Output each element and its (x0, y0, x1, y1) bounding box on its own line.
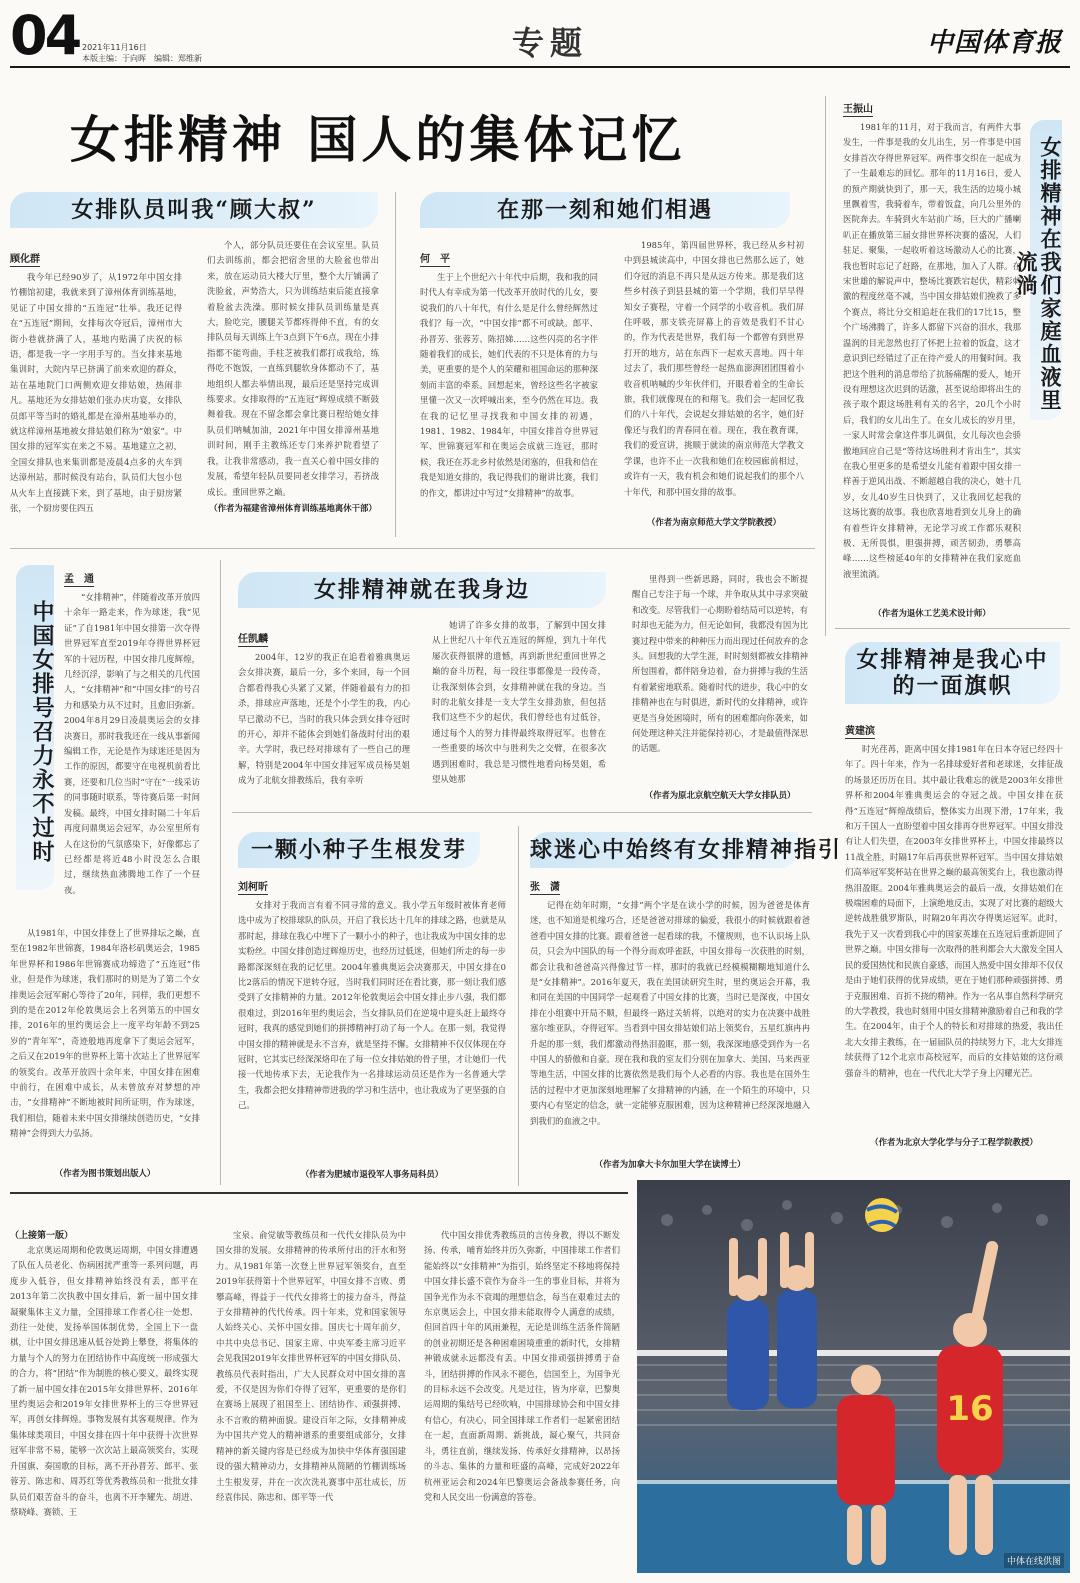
bottom-section-rule (10, 1192, 628, 1194)
article-7-body: 记得在幼年时期，“女排”两个字是在读小学的时候，因为爸爸是体育迷，也不知道是机缘巧合，还是爸爸对排球的偏爱，我很小的时候就跟着爸爸看中国女排的比赛。跟着爸爸一起看球的我，不懂规则，也不认识场上队员，只会为中国队的每一个得分而欢呼雀跃，中国女排每一次获胜的时刻，都会让我和爸爸高兴得像过节一样，那时的我就已经模模糊糊地知道什么是“女排精神”。2016年夏天，我在美国读研究生时，里约奥运会开幕，我和同在美国的中国同学一起观看了中国女排的比赛，当时已是深夜，中国女排在小组赛中开局不顺，但最终一路过关斩将，以绝对的实力在决赛中战胜塞尔维亚队，夺得冠军。当看到中国女排姑娘们站上领奖台，五星红旗冉冉升起的那一刻，我们都激动得热泪盈眶，那一刻，我深深地感受到作为一名中国人的骄傲和自豪。现在我和我的室友们分别在加拿大、美国、马来西亚等地生活，中国女排的比赛依然是我们每个人必看的内容。我也是在国外生活的过程中才更加深刻地理解了女排精神的内涵，在一个陌生的环境中，只要内心有坚定的信念，就一定能够克服困难，因为这种精神已经深深地融入到我们的血液之中。 (530, 900, 810, 1126)
article-6-title: 一颗小种子生根发芽 (238, 832, 480, 868)
article-1-author: 顾化群 (10, 250, 40, 267)
editor-in-charge: 本版主编：于向晖 (82, 54, 146, 63)
column-rule (220, 560, 221, 1185)
newspaper-logo: 中国体育报 (926, 28, 1062, 58)
main-headline: 女排精神 国人的集体记忆 (70, 111, 686, 169)
svg-text:16: 16 (946, 1389, 994, 1429)
article-5-body-col3: 里得到一些新思路，同时，我也会不断提醒自己专注于每一个球，并争取从其中寻求突破和改变。尽管我们一心期盼着结局可以逆转，有时却也无能为力，但无论如何，我都没有因为比赛过程中带来的种种压力而出现过任何放弃的念头。回想我的大学生涯，时时刻刻都被女排精神所包围着，都伴陪身边着，奋力拼搏与我的生活有着紧密地联系。随着时代的进步，我心中的女排精神也在与时俱进，新时代的女排精神，或许更是当身处困境时，所有的困难都向你袭来，如何处理这种关注并能保持初心，才是最值得深思的话题。 (632, 574, 808, 754)
article-3-title: 女排精神在我们家庭血液里流淌 (1030, 120, 1062, 420)
article-2-body-col1: 生于上个世纪六十年代中后期，我和我的同时代人有幸成为第一代改革开放时代的儿女，要说我们的八十年代，有什么是足什么曾经辉然过我们？每一次，“中国女排”都不可或缺。郎平、孙晋芳、张蓉芳、陈招娣……这些闪亮的名字伴随着我们的成长，她们代表的不只是体育的力与美，更重要的是个人的荣耀和祖国命运的那种深刻而丰富的牵系。回想起来，曾经这些名字被家里懂一次又一次呼喊出来，至今仍然在耳边。我在我的记忆里寻找我和中国女排的初遇，1981、1982、1984年，中国女排首夺世界冠军、世锦赛冠军和在奥运会成就三连冠，那时候，我还在苏北乡村依然是闭塞的，但我和信在我是知道女排的，我记得我们的谢讲比赛，我们的作文，都讲过中写过“女排精神”的故事。 (420, 272, 598, 498)
article-6-body: 女排对于我而言有着不同寻常的意义。我小学五年级时被体育老师选中成为了校排球队的队员，开启了我长达十几年的排球之路，也就是从那时起，排球在我心中埋下了一颗小小的种子，也让我成为中国女排的忠实粉丝。中国女排创造过辉煌历史，也经历过低迷，但她们所走的每一步路都深深刻在我的记忆里。2004年雅典奥运会决赛那天，中国女排在0比2落后的情况下逆转夺冠，当时我们同时还在看比赛，那一刻让我们感受到了女排精神的力量。2012年伦敦奥运会中国女排止步八强，我们都很难过，到2016年里约奥运会，当女排队员们在逆境中迎头赶上最终夺冠时，我真的感觉到她们的拼搏精神打动了每一个人。在那一刻，我觉得中国女排的精神就是永不言弃，就是坚持不懈。女排精神不仅仅体现在夺冠时，它其实已经深深烙印在了每一位女排姑娘的骨子里，才让她们一代接一代地传承下去，无论我作为一名排球运动员还是作为一名普通大学生，我都会把女排精神带进我的学习和生活中，也让我成为了更坚强的自己。 (238, 900, 506, 1111)
page-meta (82, 42, 202, 64)
section-rule (10, 548, 815, 549)
editor-credits (82, 53, 202, 64)
column-rule (395, 192, 396, 537)
article-4-title: 中国女排号召力永不过时 (16, 565, 54, 890)
article-5-body-col2: 她讲了许多女排的故事，了解到中国女排从上世纪八十年代五连冠的辉煌，到九十年代屡次获得银牌的遗憾，再到新世纪重回世界之巅的奋斗历程，每一段往事都像是一段传奇，让我深刻体会到，女排精神就在我的身边。当时的北航女排是一支大学生女排劲旅，但包括我们这些不少的起伏，我们曾经也有过低谷，通过每个人的努力排得最终取得冠军。也曾在一些重要的场次中与胜利失之交臂，在很多次遇到困难时，我总是习惯性地看向杨昊姐，希望从她那 (432, 620, 606, 785)
article-8-author: 黄建滨 (845, 722, 875, 739)
section-rule (232, 812, 812, 813)
section-name: 专题 (511, 24, 588, 62)
article-4-author: 孟 通 (64, 570, 94, 587)
article-6-author: 刘柯昕 (238, 878, 268, 895)
masthead (10, 4, 1070, 68)
article-4-body-col2: 从1981年，中国女排登上了世界排坛之巅，直至在1982年世锦赛，1984年洛杉矶奥运会，1985年世界杯和1986年世锦赛成功缔造了“五连冠”伟业，但是作为球迷，我们那时的则是为了第二个女排奥运会冠军耐心等待了20年，同样，我们更想不到的是在2012年伦敦奥运会上名列第五的中国女排，2016年的里约奥运会上一度平均年龄不到25岁的“青年军”，奇迹般地再度拿下了奥运会冠军，之后又在2019年的世界杯上第十次站上了世界冠军的领奖台。改革开放四十余年来，中国女排在困难中前行，在困难中成长，从未曾放弃对梦想的冲击，“女排精神”不断地被时间所证明，作为球迷，我们相信，随着未来中国女排继续创造历史，“女排精神”会得到大力弘扬。 (10, 928, 200, 1139)
article-3-author-note: （作者为退休工艺美术设计师） (873, 608, 991, 618)
article-5-author-note: （作者为原北京航空航天大学女排队员） (644, 790, 796, 800)
article-6-author-note: （作者为肥城市退役军人事务局科员） (300, 1169, 444, 1179)
article-4-author-note: （作者为图书策划出版人） (54, 1168, 156, 1178)
article-2-body-col2: 1985年，第四届世界杯，我已经从乡村初中到县城读高中，中国女排也已然那么远了，她们夺冠的消息不再只是从远方传来。那是我们这些乡村孩子到县县城的第一个学期，我们早早得知女子赛程，守着一个同学的小收音机。我们屏住呼吸，那支铁壳屏幕上的音效是我们不甘心的，作为代表是世界，我们每一个都曾有到世界打开的地方，站在东西下一起欢天喜地。四十年过去了，我们那些曾经一起热血澎湃团团围着小收音机呐喊的少年伙伴们，开眼看着全的生命长旅，我们就像现在的和翔飞。我们会一起回忆我们的八十年代，会说起女排姑娘的名字，她们好像还与我们的青春同在着。现在，我在教育课，我们的爱宣讲，挑顺于就读的南京师范大学教文学课，也许不止一次我和她们在校园廊前相过，或许有一天，我有机会和她们说起我们的那个八十年代，和那中国女排的故事。 (624, 240, 804, 497)
issue-date: 2021年11月16日 (82, 43, 147, 52)
article-7-author-note: （作者为加拿大卡尔加里大学在读博士） (594, 1159, 746, 1169)
article-1-title: 女排队员叫我“顾大叔” (10, 192, 378, 228)
article-2-author-note: （作者为南京师范大学文学院教授） (647, 517, 781, 527)
continued-body-col3: 代中国女排优秀教练员的言传身教，得以不断发扬、传承，哺育始终并历久弥新，中国排球工作者们能始终以“女排精神”为指引，始终坚定不移地将保持中国女排长盛不衰作为奋斗一生的事业目标，并将为国争光作为永不衰竭的理想信念，每当在艰难过去的东京奥运会上，中国女排未能取得令人满意的成绩，但回首四十年的风雨兼程，无论是训练生活条件简陋的创业初期还是各种困难困境重重的新时代，女排精神锻成就永远都没有丢。中国女排顽强拼搏勇于奋斗，团结拼搏的作风永不褪色，信国至上，为国争光的目标永远不会改变。凡是过往，皆为序章，巴黎奥运周期的集结号已经吹响，中国排球协会和中国女排有信心，有决心，同全国排球工作者们一起紧密团结在一起，直面新周期、新挑战，凝心聚气，共同奋斗，勇往直前，继续发扬、传承好女排精神，以昂扬的斗志、集体的力量和旺盛的高峰，完成好2022年杭州亚运会和2024年巴黎奥运会备战参赛任务，向党和人民交出一份满意的答卷。 (424, 1230, 620, 1502)
article-3-author: 王振山 (843, 100, 873, 117)
article-8-title: 女排精神是我心中的一面旗帜 (845, 642, 1060, 704)
article-1-body-col2: 个人，部分队员还要住在会议室里。队员们去训练前，都会把宿舍里的大脸盆也带出来，放在运动员大楼大厅里，整个大厅铺满了洗脸盆，声势浩大，只为训练结束后能直接拿着脸盆去洗澡。那时候女排队员训练量是真大，脸吃完，腰腿关节都疼得伸不直，有的女排队员每天训练上午3点到下午6点，现在小排指都不能弯曲，手柱芝被我们都打成我给，练得吃不饱饭，一直练到腿软身体都动不了，基地组织人都去举情出现，最后还是坚持完成训练要求。女排取得的“五连冠”辉煌成绩不断鼓舞着我。现在不留念都会拿比赛日程给她女排队员们呐喊加油，2021年中国女排漳州基地训时间，刚手主教练还专门来养护院看望了我，让我非常感动，我一直关心着中国女排的发展，希望年轻队员要同老女排学习，若挤战成长。重回世界之巅。 (207, 240, 379, 497)
article-1-author-note: （作者为福建省漳州体育训练基地离休干部） (209, 503, 377, 513)
article-5-author: 任凯麟 (238, 630, 268, 647)
article-5-body-col1: 2004年，12岁的我正在追看着雅典奥运会女排决赛，最后一分，多个来回，每一个回合都看得我心头紧了又紧，伴随着最有力的扣杀，排球应声落地，还是个小学生的我，内心早已激动不已，当时的我只体会到女排夺冠时的开心，却并不能体会到她们备战时付出的艰辛。大学时，我已经对排球有了一些自己的理解，特别是2004年中国女排冠军成员杨昊姐成为了北航女排教练后，我有幸听 (238, 652, 410, 786)
volleyball-match-photo (637, 1180, 1070, 1573)
continued-body-col2: 宝泉、俞觉敏等教练员和一代代女排队员为中国女排的发展。女排精神的传承所付出的汗水和努力。从1981年第一次登上世界冠军领奖台，直至2019年获得第十个世界冠军，中国女排不言败、勇攀高峰，得益于一代代女排将士的接力奋斗，得益于女排精神的代代传承。四十年来，党和国家领导人始终关心、关怀中国女排。国庆七十周年前夕，中共中央总书记、国家主席、中央军委主席习近平会见我国2019年女排世界杯冠军的中国女排队员、教练员代表时指出，广大人民群众对中国女排的喜爱，不仅是因为你们夺得了冠军，更重要的是你们在赛场上展现了祖国至上、团结协作、顽强拼搏、永不言败的精神面貌。建设百年之际，女排精神成为中国共产党人的精神谱系的重要组成部分，女排精神的新关键内容是已经成为加快中华体育强国建设的强大精神动力，女排精神从简陋的竹棚训练场土生根发芽，并在一次次洗礼赛事中茁壮成长，历经袁伟民、陈忠和、郎平等一代 (216, 1230, 406, 1502)
article-8-body: 时光荏苒，距离中国女排1981年在日本夺冠已经四十年了。四十年来，作为一名排球爱好者和老球迷，女排征战的场景还历历在目。其中最让我难忘的就是2003年女排世界杯和2004年雅典奥运会的夺冠之战。中国女排在获得“五连冠”辉煌战绩后，整体实力出现下滑，17年来，我和万千国人一直盼望着中国女排再夺世界冠军。中国女排没有让人们失望，在2003年女排世界杯上，中国女排最终以11战全胜，时隔17年后再获世界杯冠军。当中国女排姑娘们高举冠军奖杯站在世界之巅的最高领奖台上，我也激动得热泪盈眶。2004年雅典奥运会的最后一战，女排姑娘们在极端困难的局面下，上演绝地反击，实现了对比赛的超级大逆转战胜俄罗斯队，时隔20年再次夺得奥运冠军。此时，我先于又一次看到我心中的国家英雄在五连冠后重新迎回了世界之巅。中国女排每一次取得的胜利都会大大激发全国人民的爱国热忱和民族自豪感，而国人热爱中国女排却不仅仅是由于她们获得的优异成绩，更在于她们那种顽强拼搏、勇于克服困难、百折不挠的精神。作为一名从事自然科学研究的大学教授，我也时刻用中国女排精神激励着自己和我的学生。在2004年，由于个人的特长和对排球的热爱，我出任北大女排主教练，在一届届队员的持续努力下，北大女排连续获得了12个北京市高校冠军，而后的女排姑娘的这份顽强奋斗的精神，也在一代代北大学子身上闪耀光芒。 (845, 744, 1063, 1078)
article-7-title: 球迷心中始终有女排精神指引 (530, 832, 798, 868)
article-5-title: 女排精神就在我身边 (238, 572, 606, 608)
page-number: 04 (10, 4, 80, 67)
article-2-author: 何 平 (420, 250, 450, 267)
article-2-title: 在那一刻和她们相遇 (420, 192, 790, 228)
photo-credit: 中体在线供图 (1004, 1553, 1064, 1568)
section-rule (835, 628, 1070, 629)
column-rule (518, 826, 519, 1186)
article-8-author-note: （作者为北京大学化学与分子工程学院教授） (870, 1137, 1038, 1147)
article-3-body: 1981年的11月，对于我而言，有两件大事发生，一件事是我的女儿出生，另一件事是中国女排首次夺得世界冠军。两件事交织在一起成为了一生最难忘的回忆。那年的11月16日，爱人的预产期就快到了，那一天，我生活的边境小城里飘着雪，我骑着车，带着饭盒，向几公里外的医院奔去。车骑到火车站前广场，巨大的广播喇叭正在播放第三届女排世界杯决赛的盛况，人们驻足、聚集，一起收听着这场激动人心的比赛，我也暂时忘记了赶路，在那地，加入了人群。在宋世雄的解说声中，整场比赛跌宕起伏，精彩刺激的程度丝毫不减，当中国女排姑娘们挽救了多个赛点，将比分交相追赶在我们的17比15，整个广场沸腾了，许多人都留下兴奋的泪水，我那温润的目光忽然也打了怀把上拉着的饭盒，这才意识到已经错过了正在待产爱人的用餐时间。我把这个胜利的消息带给了抗肠痛醒的爱人，她开设有理想这次迟到的话激，甚至说给即将出生的孩子取个跟这场胜利有关的名字，20几个小时后，我们的女儿出生了。在女儿成长的岁月里，一家人时常会拿这件事儿调侃，女儿每次也会骄傲地回应自己是“等待这场胜利才肯出生”，其实在我心里更多的是希望女儿能有着跟中国女排一样善于逆风出战、不断超越自我的决心，她十几岁，女儿40岁生日快到了，又让我回忆起我的这场比赛的故事。我也欣喜地看到女儿身上的确有着些许女排精神，无论学习或工作都乐观积极、无所畏惧，胆强拼搏，顽苦韧劲，勇攀高峰……这些榜延40年的女排精神在我们家庭血液里流淌。 (843, 122, 1021, 579)
continued-body-col1: 北京奥运周期和伦敦奥运周期，中国女排遭遇了队伍人员老化、伤病困扰严重等一系列问题，再度步入低谷，但女排精神始终没有丢，郎平在2013年第二次执教中国女排后，新一届中国女排凝聚集体主义力量，全国排球工作者心往一处想、劲往一处使，发扬举国体制优势，全国上下一盘棋，让中国女排迅速从低谷处跨上攀登，将集体的力量与个人的努力在团结协作中高度统一形成强大的合力，将“团结”作为制胜的核心要义，最终实现了新一届中国女排在2015年女排世界杯、2016年里约奥运会和2019年女排世界杯上的三夺世界冠军，再创女排辉煌。事物发展有其客观规律。作为集体球类项目，中国女排在四十年中获得十次世界冠军非常不易，能够一次次站上最高领奖台，实现升国旗、奏国歌的目标，离不开孙晋芳、郎平、张蓉芳、陈忠和、周苏红等优秀教练员和一批批女排队员们艰苦奋斗的奋斗，也离不开李耀先、胡进、蔡晓峰、赛锁、王 (10, 1245, 198, 1517)
article-7-author: 张 潇 (530, 878, 560, 895)
article-1-body-col1: 我今年已经90岁了，从1972年中国女排竹棚馆初建，我就来到了漳州体育训练基地，见证了中国女排的“五连冠”壮举。我还记得在“五连冠”期间，女排每次夺冠后，漳州市大街小巷就挤满了人，基地内贴满了庆祝的标语，都是我一字一字用手写的。当女排来基地集训时，大院内早已挤满了前来欢迎的群众，站在基地院门口两侧欢迎女排姑娘，热闹非凡。基地还为女排姑娘们张办庆功宴，女排队员郎平等当时的婚礼都是在漳州基地举办的，就这样漳州基地被女排姑娘们称为“娘家”。中国女排的冠军实在来之不易。基地建立之初，全国女排队也来集训都是凌晨4点多的火车到达漳州站，那时候没有站台，队员们大包小包从火车上直接跳下来，到了基地，由于厨房紧张，一个厨房要住四五 (10, 272, 182, 514)
volleyball-photo-illustration (637, 1180, 1070, 1573)
column-rule (825, 96, 826, 636)
article-4-body-col1: “女排精神”，伴随着改革开放四十余年一路走来，作为球迷，我“见证”了自1981年中国女排第一次夺得世界冠军直至2019年夺得世界杯冠军的十冠历程，中国女排几度辉煌，几经沉浮，影响了与之相关的几代国人，“女排精神”和“中国女排”的号召力和感染力从不过时，且愈旧弥新。2004年8月29日凌晨奥运会的女排决赛日，那时我我还在一线从事新闻编辑工作，无论是作为球迷还是因为工作的原因，都要守在电视机前看比赛，还要和几位当时“守在”一线采访的同事随时联系，等待赛后第一时间发稿。最终，中国女排时隔二十年后再度问鼎奥运会冠军，办公室里所有人在这份的气氛感染下，好像都忘了已经都是将近48小时没怎么合眼过，继续热血沸腾地工作了一个昼夜。 (64, 592, 200, 895)
page-editor: 编辑：郑维新 (154, 54, 202, 63)
continued-label: （上接第一版） (10, 1231, 74, 1241)
